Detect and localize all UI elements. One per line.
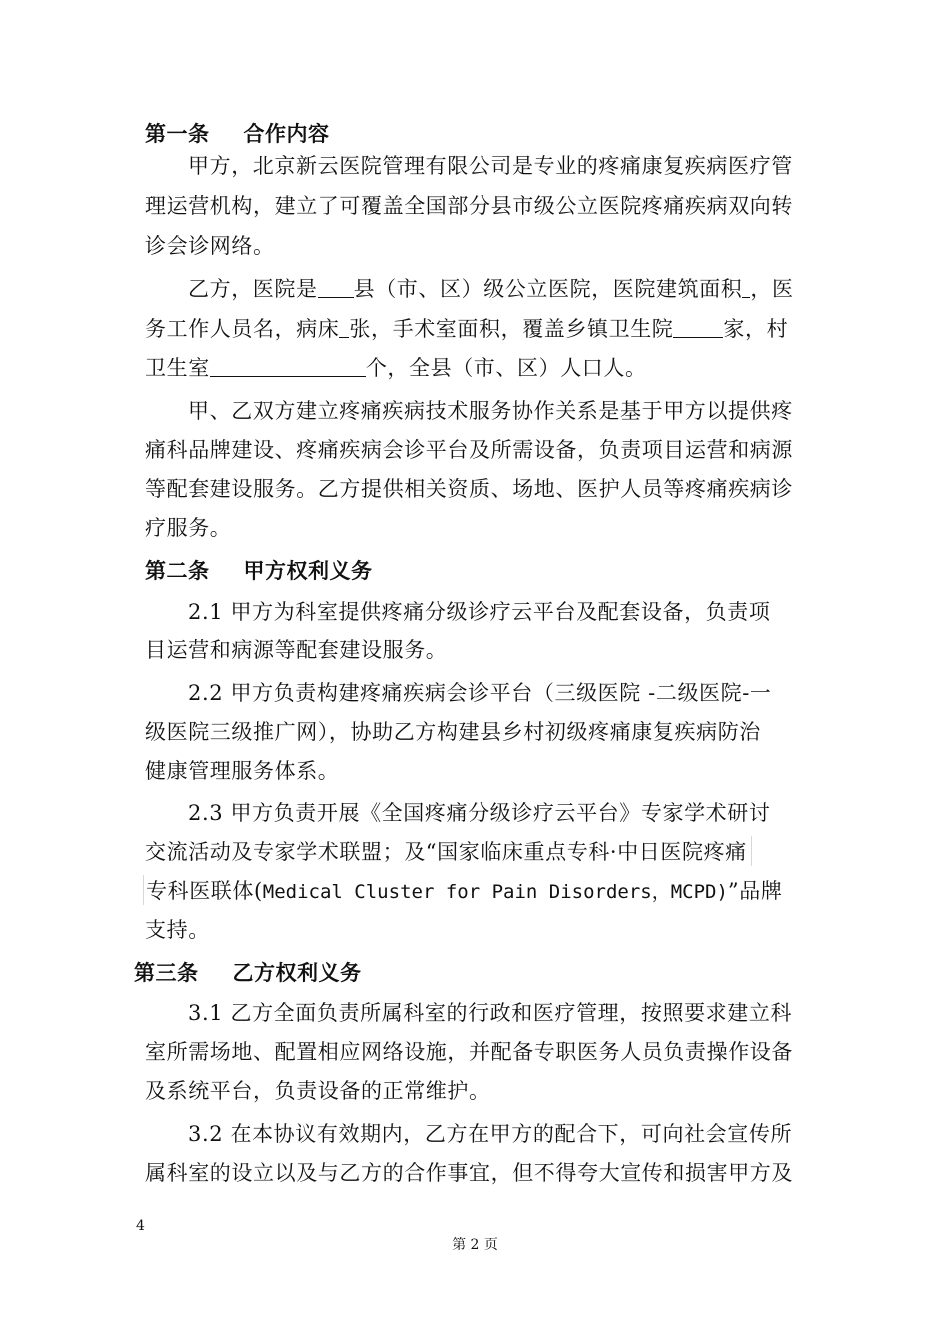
page-number: 第 2 页 bbox=[452, 1237, 498, 1253]
article-title: 合作内容 bbox=[243, 122, 330, 146]
text-segment: 专科医联体( bbox=[146, 879, 263, 903]
text-segment: 卫生室 bbox=[145, 356, 210, 380]
text-segment: ，医 bbox=[750, 277, 794, 301]
text-segment: 张，手术室面积，覆盖乡镇卫生院 bbox=[349, 317, 674, 341]
article-2-heading bbox=[145, 555, 373, 585]
text-line: 理运营机构，建立了可覆盖全国部分县市级公立医院疼痛疾病双向转 bbox=[145, 194, 793, 218]
text-segment: 个，全县（市、区）人口人。 bbox=[365, 356, 647, 380]
text-line bbox=[143, 875, 782, 905]
text-line: 2.3 甲方负责开展《全国疼痛分级诊疗云平台》专家学术研讨 bbox=[188, 801, 771, 825]
text-line: 甲方，北京新云医院管理有限公司是专业的疼痛康复疾病医疗管 bbox=[188, 154, 793, 178]
text-line: 支持。 bbox=[145, 918, 210, 942]
article-3-heading bbox=[134, 957, 362, 987]
article-1-heading bbox=[145, 118, 330, 148]
text-line: 目运营和病源等配套建设服务。 bbox=[145, 638, 448, 662]
text-line: 交流活动及专家学术联盟；及“国家临床重点专科·中日医院疼痛 bbox=[145, 836, 752, 866]
fill-blank bbox=[318, 279, 354, 298]
text-line bbox=[188, 273, 794, 303]
text-segment: 务工作人员名，病床 bbox=[145, 317, 340, 341]
text-segment: 家，村 bbox=[723, 317, 789, 341]
text-line: 3.2 在本协议有效期内，乙方在甲方的配合下，可向社会宣传所 bbox=[188, 1122, 793, 1146]
article-number: 第三条 bbox=[134, 961, 199, 985]
article-title: 甲方权利义务 bbox=[243, 559, 373, 583]
text-line: 2.2 甲方负责构建疼痛疾病会诊平台（三级医院 -二级医院-一 bbox=[188, 681, 772, 705]
text-line: 甲、乙双方建立疼痛疾病技术服务协作关系是基于甲方以提供疼 bbox=[188, 399, 793, 423]
text-line: 诊会诊网络。 bbox=[145, 234, 275, 258]
text-line: 及系统平台，负责设备的正常维护。 bbox=[145, 1079, 491, 1103]
text-segment: 乙方，医院是 bbox=[188, 277, 318, 301]
text-line: 2.1 甲方为科室提供疼痛分级诊疗云平台及配套设备，负责项 bbox=[188, 600, 771, 624]
text-line bbox=[145, 313, 788, 343]
article-number: 第一条 bbox=[145, 122, 210, 146]
text-segment: 县（市、区）级公立医院，医院建筑面积 bbox=[353, 277, 743, 301]
margin-mark: 4 bbox=[136, 1218, 145, 1234]
text-line: 疗服务。 bbox=[145, 516, 232, 540]
article-title: 乙方权利义务 bbox=[232, 961, 362, 985]
text-line: 级医院三级推广网），协助乙方构建县乡村初级疼痛康复疾病防治 bbox=[145, 720, 761, 744]
text-line: 属科室的设立以及与乙方的合作事宜，但不得夸大宣传和损害甲方及 bbox=[145, 1161, 793, 1185]
fill-blank bbox=[339, 319, 349, 338]
article-number: 第二条 bbox=[145, 559, 210, 583]
text-line: 等配套建设服务。乙方提供相关资质、场地、医护人员等疼痛疾病诊 bbox=[145, 477, 793, 501]
text-line bbox=[145, 352, 647, 382]
fill-blank bbox=[673, 319, 723, 338]
text-line: 3.1 乙方全面负责所属科室的行政和医疗管理，按照要求建立科 bbox=[188, 1001, 793, 1025]
text-line: 健康管理服务体系。 bbox=[145, 759, 340, 783]
text-segment: Medical Cluster for Pain Disorders，MCPD) bbox=[262, 881, 728, 903]
text-line: 痛科品牌建设、疼痛疾病会诊平台及所需设备，负责项目运营和病源 bbox=[145, 438, 793, 462]
text-segment: ”品牌 bbox=[727, 879, 783, 903]
text-line: 室所需场地、配置相应网络设施，并配备专职医务人员负责操作设备 bbox=[145, 1040, 793, 1064]
fill-blank bbox=[210, 358, 366, 377]
